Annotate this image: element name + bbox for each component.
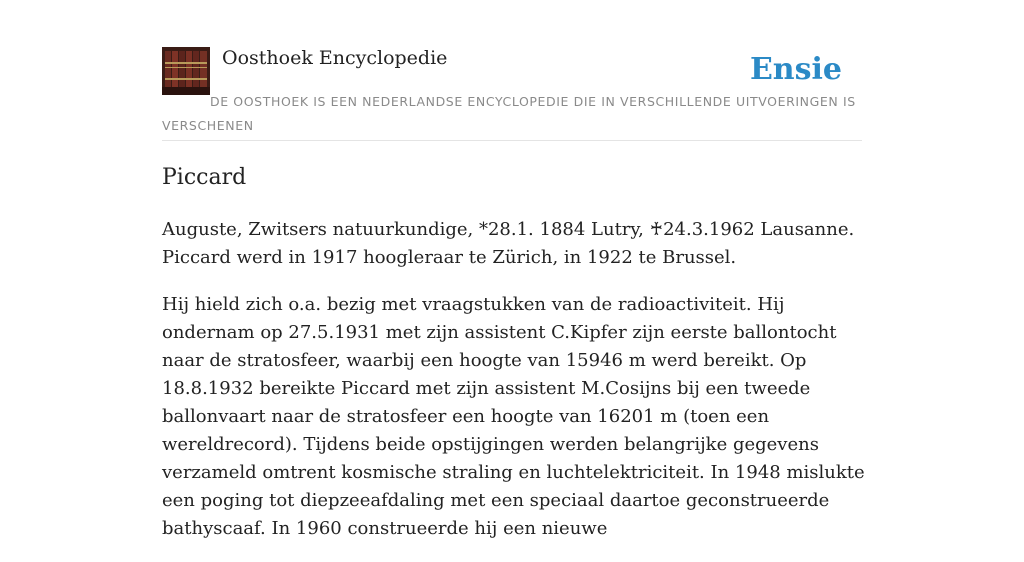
article-body	[162, 216, 867, 562]
site-title[interactable]: Oosthoek Encyclopedie	[222, 47, 448, 69]
article-paragraph: Hij hield zich o.a. bezig met vraagstukken van de radioactiviteit. Hij ondernam op 27.5.1931 met zijn assistent C.Kipfer zijn eerste ballontocht naar de stratosfeer, waarbij een hoogte van 15946 m werd bereikt. Op 18.8.1932 bereikte Piccard met zijn assistent M.Cosijns bij een tweede ballonvaart naar de stratosfeer een hoogte van 16201 m (toen een wereldrecord). Tijdens beide opstijgingen werden belangrijke gegevens verzameld omtrent kosmische straling en luchtelektriciteit. In 1948 mislukte een poging tot diepzeeafdaling met een speciaal daartoe geconstrueerde bathyscaaf. In 1960 construeerde hij een nieuwe	[162, 294, 865, 539]
site-tagline: DE OOSTHOEK IS EEN NEDERLANDSE ENCYCLOPEDIE DIE IN VERSCHILLENDE UITVOERINGEN IS VERSCHENEN	[162, 94, 856, 133]
encyclopedia-books-icon[interactable]	[162, 47, 210, 95]
brand-logo[interactable]: Ensie	[749, 52, 842, 87]
site-header	[162, 46, 862, 141]
article-title: Piccard	[162, 165, 247, 190]
article-paragraph: Auguste, Zwitsers natuurkundige, *28.1. 1884 Lutry, ♰24.3.1962 Lausanne. Piccard werd in 1917 hoogleraar te Zürich, in 1922 te Brussel.	[162, 219, 855, 268]
